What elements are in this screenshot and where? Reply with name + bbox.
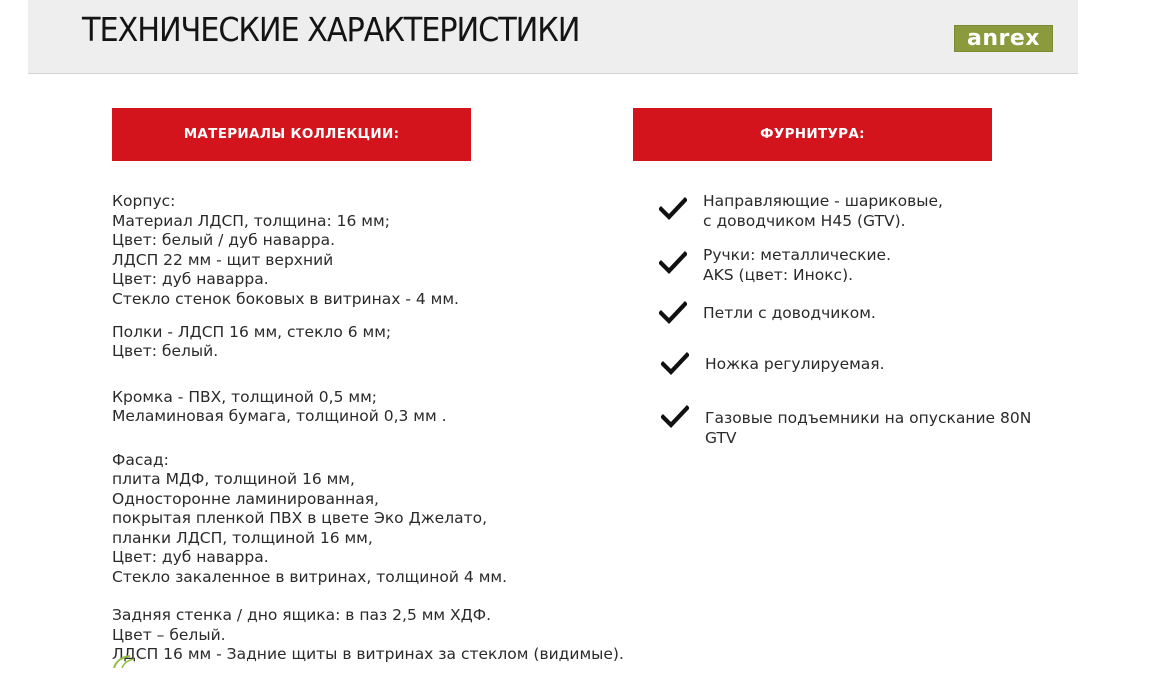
text-line: Цвет – белый. bbox=[112, 625, 226, 644]
materials-group-facade bbox=[112, 451, 652, 588]
text-line: Задняя стенка / дно ящика: в паз 2,5 мм ХДФ. bbox=[112, 606, 492, 624]
text-line: плита МДФ, толщиной 16 мм, bbox=[112, 470, 355, 488]
text-line: ЛДСП 16 мм - Задние щиты в витринах за стеклом (видимые). bbox=[112, 645, 624, 663]
materials-group-shelves bbox=[112, 323, 652, 362]
text-line: Цвет: дуб наварра. bbox=[112, 548, 269, 566]
page-title: ТЕХНИЧЕСКИЕ ХАРАКТЕРИСТИКИ bbox=[82, 10, 580, 49]
text-line: Петли с доводчиком. bbox=[703, 304, 876, 322]
text-line: Корпус: bbox=[112, 192, 176, 210]
text-line: Стекло стенок боковых в витринах - 4 мм. bbox=[112, 289, 459, 308]
materials-group-edge bbox=[112, 388, 652, 427]
hardware-item-text bbox=[703, 304, 876, 324]
text-line: AKS (цвет: Инокс). bbox=[703, 265, 854, 284]
materials-heading: МАТЕРИАЛЫ КОЛЛЕКЦИИ: bbox=[112, 108, 471, 161]
text-line: Направляющие - шариковые, bbox=[703, 192, 943, 210]
checkmark-icon bbox=[661, 350, 689, 378]
text-line: покрытая пленкой ПВХ в цвете Эко Джелато, bbox=[112, 509, 488, 527]
materials-list bbox=[112, 192, 652, 678]
text-line: Газовые подъемники на опускание 80N bbox=[705, 409, 1032, 427]
header-bar bbox=[28, 0, 1078, 74]
anrex-logo: anrex bbox=[954, 25, 1053, 52]
leaf-decoration-icon bbox=[108, 655, 148, 668]
text-line: Фасад: bbox=[112, 450, 169, 469]
checkmark-icon bbox=[661, 403, 689, 431]
hardware-item-text bbox=[705, 409, 1031, 448]
hardware-item-text bbox=[705, 355, 885, 375]
text-line: Цвет: белый / дуб наварра. bbox=[112, 231, 336, 249]
text-line: ЛДСП 22 мм - щит верхний bbox=[112, 250, 334, 269]
text-line: Стекло закаленное в витринах, толщиной 4 мм. bbox=[112, 567, 508, 586]
checkmark-icon bbox=[659, 249, 687, 277]
materials-group-body bbox=[112, 192, 652, 309]
text-line: Полки - ЛДСП 16 мм, стекло 6 мм; bbox=[112, 322, 392, 341]
text-line: Ручки: металлические. bbox=[703, 246, 892, 264]
text-line: Меламиновая бумага, толщиной 0,3 мм . bbox=[112, 407, 447, 425]
materials-group-back bbox=[112, 606, 652, 665]
text-line: Односторонне ламинированная, bbox=[112, 489, 379, 508]
text-line: Материал ЛДСП, толщина: 16 мм; bbox=[112, 211, 390, 230]
text-line: GTV bbox=[705, 428, 737, 447]
text-line: планки ЛДСП, толщиной 16 мм, bbox=[112, 528, 373, 547]
hardware-item-text bbox=[703, 246, 891, 285]
hardware-item-text bbox=[703, 192, 943, 231]
text-line: Кромка - ПВХ, толщиной 0,5 мм; bbox=[112, 387, 377, 406]
checkmark-icon bbox=[659, 299, 687, 327]
text-line: Цвет: дуб наварра. bbox=[112, 270, 269, 288]
text-line: Ножка регулируемая. bbox=[705, 355, 885, 373]
text-line: с доводчиком H45 (GTV). bbox=[703, 211, 906, 230]
hardware-heading: ФУРНИТУРА: bbox=[633, 108, 992, 161]
text-line: Цвет: белый. bbox=[112, 342, 219, 360]
checkmark-icon bbox=[659, 195, 687, 223]
